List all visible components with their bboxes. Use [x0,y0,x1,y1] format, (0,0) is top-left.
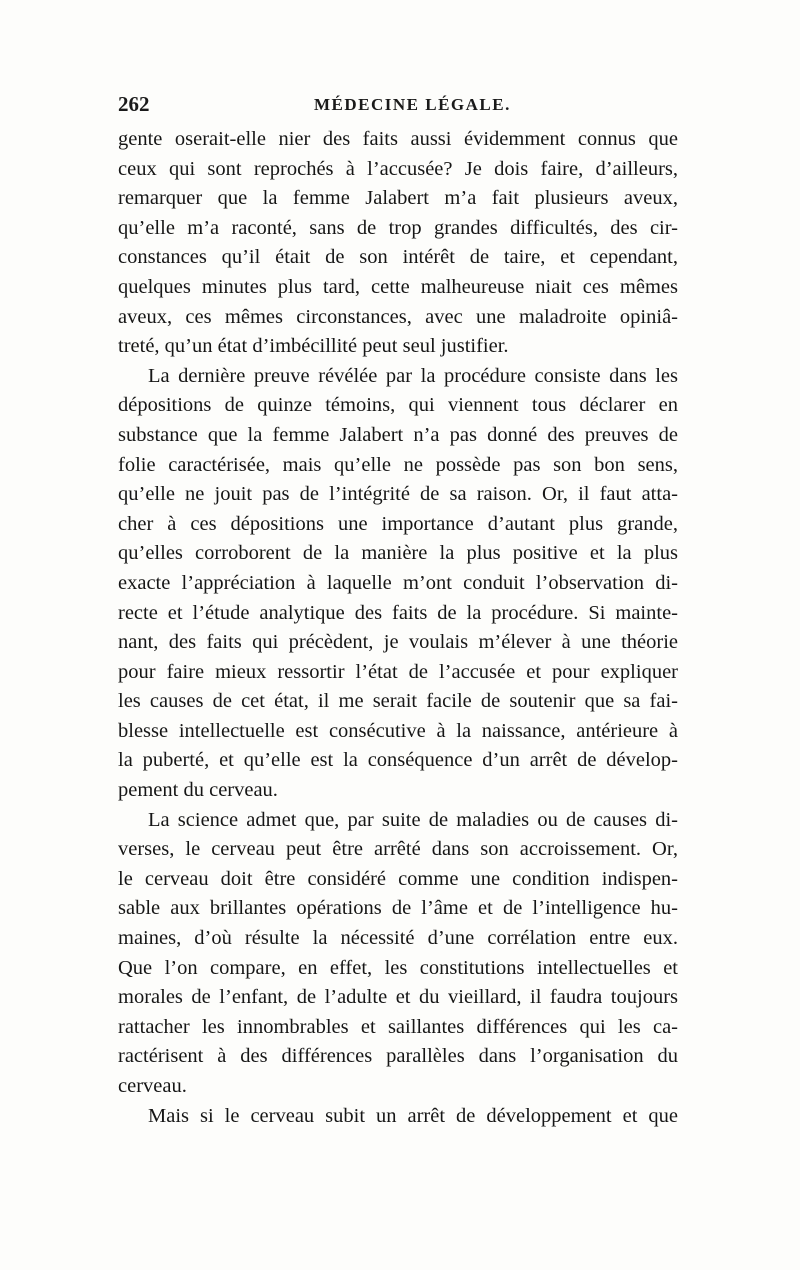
paragraph [118,806,678,1102]
text-line: substance que la femme Jalabert n’a pas donné des preuves de [118,423,678,446]
text-line: cher à ces dépositions une importance d’autant plus grande, [118,512,678,535]
paragraph [118,1102,678,1132]
text-line: exacte l’appréciation à laquelle m’ont conduit l’observation di- [118,571,678,594]
text-line: recte et l’étude analytique des faits de la procédure. Si mainte- [118,601,678,624]
text-line: qu’elle m’a raconté, sans de trop grandes difficultés, des cir- [118,216,678,239]
text-line: quelques minutes plus tard, cette malheureuse niait ces mêmes [118,275,678,298]
text-line: qu’elle ne jouit pas de l’intégrité de sa raison. Or, il faut atta- [118,483,678,506]
text-line: qu’elles corroborent de la manière la plus positive et la plus [118,542,678,565]
text-line: blesse intellectuelle est consécutive à la naissance, antérieure à [118,719,678,742]
text-line: pour faire mieux ressortir l’état de l’accusée et pour expliquer [118,660,678,683]
page-header [118,92,678,122]
text-line: La dernière preuve révélée par la procédure consiste dans les [148,364,678,387]
text-line: dépositions de quinze témoins, qui viennent tous déclarer en [118,394,678,417]
body-text [118,125,678,1131]
text-line: treté, qu’un état d’imbécillité peut seul justifier. [118,335,509,358]
text-line: gente oserait-elle nier des faits aussi évidemment connus que [118,128,678,150]
text-line: rattacher les innombrables et saillantes différences qui les ca- [118,1015,678,1038]
text-line: Mais si le cerveau subit un arrêt de développement et que [148,1104,678,1127]
text-line: folie caractérisée, mais qu’elle ne possède pas son bon sens, [118,453,678,476]
text-line: la puberté, et qu’elle est la conséquence d’un arrêt de dévelop- [118,749,678,772]
page-number: 262 [118,92,150,116]
text-line: pement du cerveau. [118,779,278,802]
text-line: aveux, ces mêmes circonstances, avec une maladroite opiniâ- [118,305,678,328]
text-line: maines, d’où résulte la nécessité d’une corrélation entre eux. [118,927,678,950]
text-line: remarquer que la femme Jalabert m’a fait plusieurs aveux, [118,187,678,210]
text-line: sable aux brillantes opérations de l’âme et de l’intelligence hu- [118,897,678,920]
text-line: morales de l’enfant, de l’adulte et du vieillard, il faudra toujours [118,986,678,1009]
paragraph [118,362,678,806]
text-line: La science admet que, par suite de maladies ou de causes di- [148,808,678,831]
text-line: constances qu’il était de son intérêt de taire, et cependant, [118,246,678,269]
text-line: nant, des faits qui précèdent, je voulais m’élever à une théorie [118,631,678,654]
text-line: Que l’on compare, en effet, les constitutions intellectuelles et [118,956,678,979]
running-head: MÉDECINE LÉGALE. [314,95,511,114]
text-line: ceux qui sont reprochés à l’accusée? Je dois faire, d’ailleurs, [118,157,678,180]
text-line: verses, le cerveau peut être arrêté dans son accroissement. Or, [118,838,678,861]
text-line: cerveau. [118,1075,187,1097]
text-line: ractérisent à des différences parallèles dans l’organisation du [118,1045,678,1068]
text-line: le cerveau doit être considéré comme une condition indispen- [118,867,678,890]
text-line: les causes de cet état, il me serait facile de soutenir que sa fai- [118,690,678,713]
paragraph [118,125,678,362]
